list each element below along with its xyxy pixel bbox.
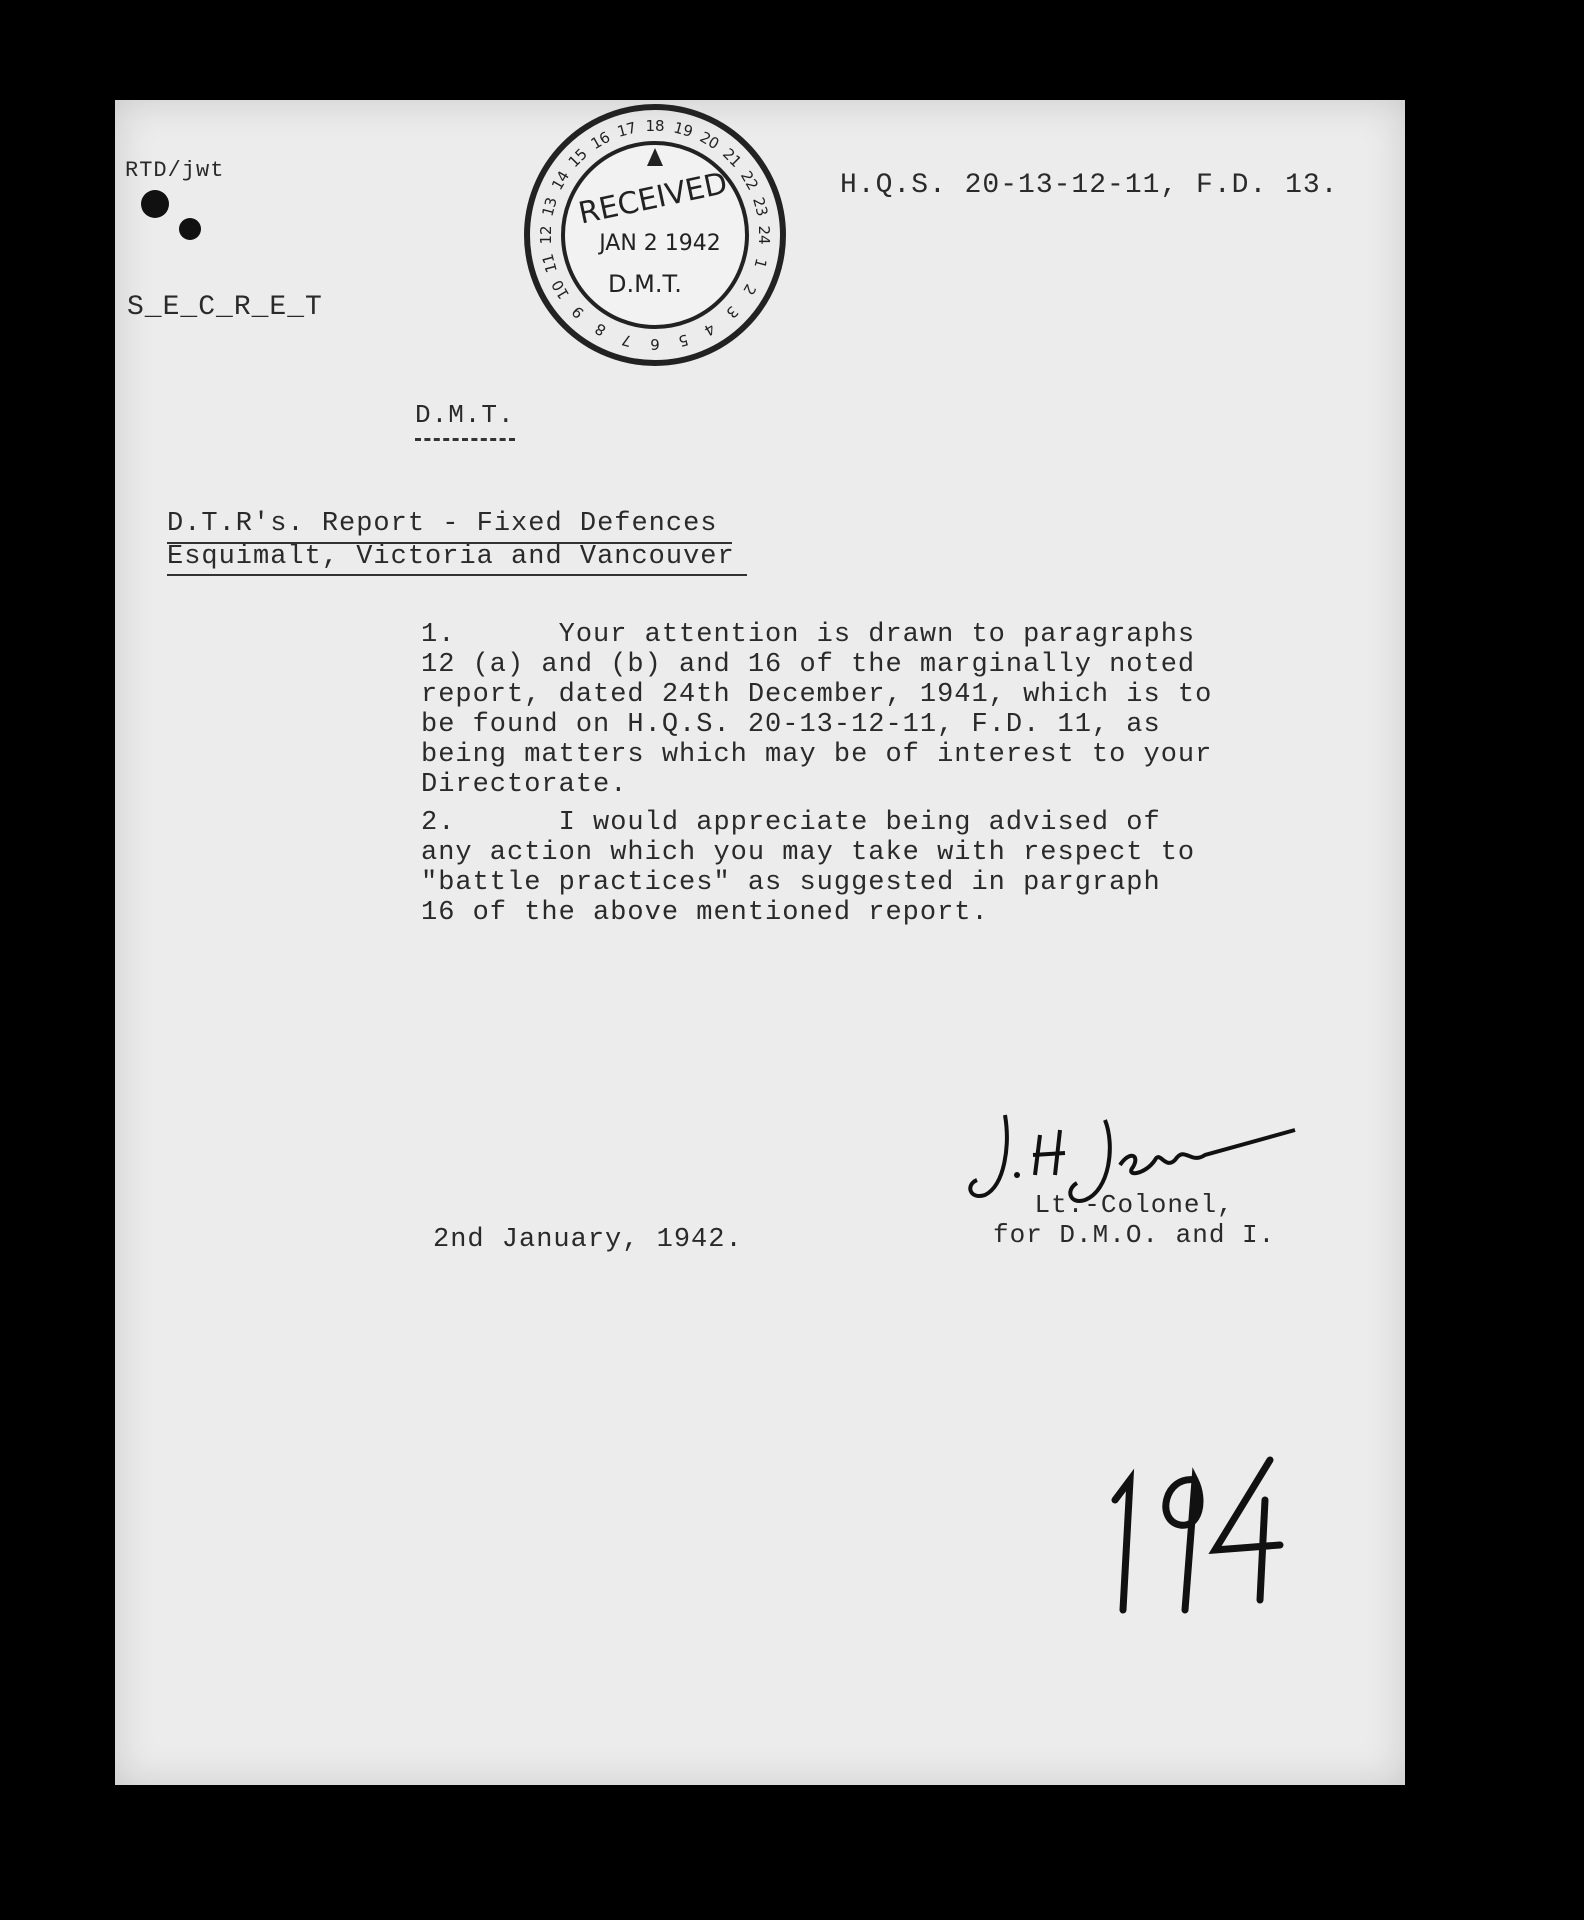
stamp-dial-number: 10 [547,276,574,303]
received-stamp [520,100,790,370]
stamp-dial-number: 8 [591,319,610,340]
stamp-dial-number: 4 [700,319,719,340]
stamp-dial-number: 15 [564,144,592,172]
stamp-dial-number: 14 [547,167,574,194]
stamp-dial-number: 20 [696,127,723,154]
stamp-dial-number: 19 [671,118,695,141]
stamp-office: D.M.T. [608,270,682,298]
signatory-rank: Lt.-Colonel, for D.M.O. and I. [993,1190,1276,1250]
stamp-dial-number: 22 [736,167,763,194]
stamp-dial-number: 23 [749,195,772,219]
stamp-dial-number: 21 [718,144,746,172]
stamp-dial-number: 11 [538,251,561,275]
letter-date: 2nd January, 1942. [433,1225,743,1255]
stamp-dial-number: 1 [750,256,771,271]
stamp-dial-number: 13 [538,195,561,219]
paragraph-2: 2. I would appreciate being advised of any action which you may take with respect to "battle practices" as suggested in pargraph 16 of the above mentioned report. [421,808,1196,928]
stamp-dial-number: 17 [615,118,639,141]
subject-underline [167,574,747,576]
subject-line: D.T.R's. Report - Fixed Defences Esquimalt, Victoria and Vancouver [167,509,735,572]
stamp-dial-number: 7 [619,330,634,351]
stamp-dial-number: 12 [537,225,555,245]
file-reference: H.Q.S. 20-13-12-11, F.D. 13. [840,170,1339,201]
addressee-underline [415,438,515,441]
stamp-label: RECEIVED [575,165,731,232]
stamp-date: JAN 2 1942 [599,231,721,256]
addressee: D.M.T. [415,400,515,430]
stamp-dial-number: 16 [587,127,614,154]
stamp-dial-number: 6 [650,335,660,353]
stamp-dial-number: 5 [676,330,691,351]
stamp-dial-number: 18 [645,117,665,135]
security-marking: S_E_C_R_E_T [127,292,323,323]
ink-blot [141,190,169,218]
ink-blot [179,218,201,240]
reference-initials: RTD/jwt [125,158,225,183]
stamp-dial-number: 2 [739,280,760,299]
subject-underline [167,542,732,544]
paragraph-1: 1. Your attention is drawn to paragraphs 12 (a) and (b) and 16 of the marginally noted report, dated 24th December, 1941, which is to be found on H.Q.S. 20-13-12-11, F.D. 11, as being matters which may be of interest to your Directorate. [421,620,1213,800]
folio-number [1085,1440,1285,1640]
stamp-dial-number: 3 [722,302,742,322]
letter-page [115,100,1405,1785]
stamp-dial-number: 9 [568,302,588,322]
stamp-dial-number: 24 [755,225,773,245]
